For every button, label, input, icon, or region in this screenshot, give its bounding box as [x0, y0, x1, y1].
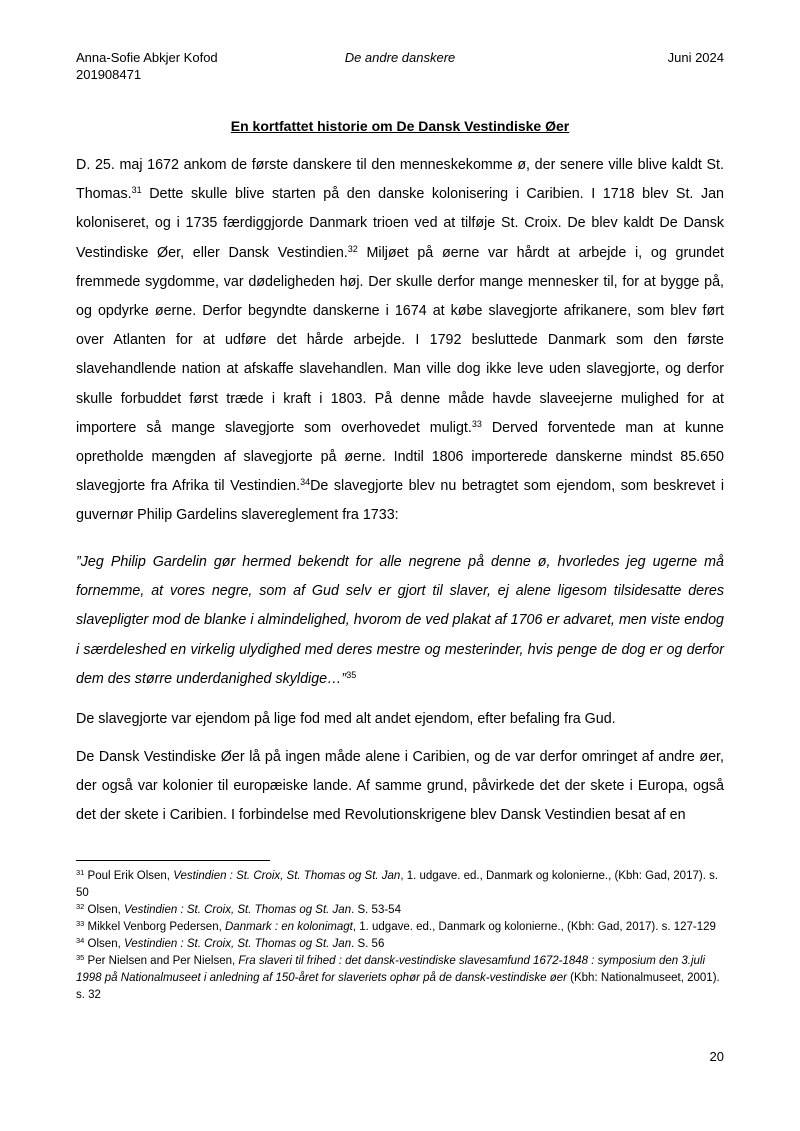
header-author: Anna-Sofie Abkjer Kofod	[76, 50, 218, 65]
footnote-35	[76, 953, 724, 1004]
footnote-34	[76, 936, 724, 953]
footnote-ref-32: 32	[347, 243, 358, 254]
footnote-text: Per Nielsen and Per Nielsen,	[87, 955, 239, 967]
footnote-ref-33: 33	[471, 418, 482, 429]
footnote-text: . S. 53-54	[351, 904, 401, 916]
header-title: De andre danskere	[344, 50, 456, 65]
footnote-number: 32	[76, 902, 85, 911]
footnote-ref-34: 34	[300, 477, 311, 488]
footnote-title: Fra slaveri til frihed : det dansk-vestindiske slavesamfund 1672-1848 : symposium den 3.juli 1998 på Nationalmuseet i anledning af 150-året for slaveriets ophør på de dansk-vestindiske øer	[76, 955, 706, 984]
footnote-title: Danmark : en kolonimagt	[225, 921, 353, 933]
paragraph-text: D. 25. maj 1672 ankom de første danskere til den menneskekomme ø, der senere ville blive kaldt St. Thomas.	[76, 157, 724, 203]
footnote-title: Vestindien : St. Croix, St. Thomas og St. Jan	[123, 938, 352, 950]
page-number: 20	[709, 1049, 724, 1064]
body-paragraph-1	[76, 151, 724, 531]
paragraph-text: Miljøet på øerne var hårdt at arbejde i, og grundet fremmede sygdomme, var dødeligheden høj. Der skulle derfor mange mennesker til, for at bygge på, og opdyrke øerne. Derfor begyndte danskerne i 1674 at købe slavegjorte afrikanere, som blev ført over Atlanten for at udføre det hårde arbejde. I 1792 besluttede Danmark som den første slavehandlende nation at afskaffe slavehandlen. Man ville dog ikke leve uden slavegjorte, og derfor skulle forbuddet først træde i kraft i 1803. På denne måde havde slaveejerne mulighed for at importere så mange slavegjorte som overhovedet muligt.	[76, 244, 725, 436]
paragraph-text: Dette skulle blive starten på den danske kolonisering i Caribien. I 1718 blev St. Jan koloniseret, og i 1735 færdiggjorde Danmark trioen ved at tilføje St. Croix. De blev kaldt De Dansk Vestindiske Øer, eller Dansk Vestindien.	[76, 186, 724, 261]
body-paragraph-2: De slavegjorte var ejendom på lige fod med alt andet ejendom, efter befaling fra Gud.	[76, 711, 616, 727]
footnote-text: , 1. udgave. ed., Danmark og kolonierne., (Kbh: Gad, 2017). s. 127-129	[352, 921, 716, 933]
header-student-id: 201908471	[76, 67, 142, 82]
footnote-number: 33	[76, 919, 85, 928]
footnote-number: 35	[76, 953, 85, 962]
footnotes	[76, 868, 724, 1004]
footnote-text: (Kbh: Nationalmuseet, 2001). s. 32	[76, 972, 720, 1001]
footnote-31	[76, 868, 724, 902]
footnote-32	[76, 902, 724, 919]
footnote-ref-35: 35	[346, 669, 357, 680]
footnote-text: . S. 56	[351, 938, 385, 950]
footnote-title: Vestindien : St. Croix, St. Thomas og St. Jan	[173, 870, 401, 882]
block-quote	[76, 548, 724, 694]
footnote-text: Olsen,	[87, 938, 124, 950]
paragraph-text: De slavegjorte blev nu betragtet som ejendom, som beskrevet i guvernør Philip Gardelins slavereglement fra 1733:	[76, 478, 724, 524]
header-date: Juni 2024	[667, 50, 724, 65]
section-title: En kortfattet historie om De Dansk Vestindiske Øer	[230, 118, 570, 134]
footnote-33	[76, 919, 724, 936]
footnote-number: 31	[76, 868, 85, 877]
body-paragraph-3: De Dansk Vestindiske Øer lå på ingen måde alene i Caribien, og de var derfor omringet af andre øer, der også var kolonier til europæiske lande. Af samme grund, påvirkede det der skete i Europa, også det der skete i Caribien. I forbindelse med Revolutionskrigene blev Dansk Vestindien besat af en	[76, 749, 724, 824]
footnote-title: Vestindien : St. Croix, St. Thomas og St. Jan	[123, 904, 352, 916]
footnote-number: 34	[76, 936, 85, 945]
paragraph-text: Derved forventede man at kunne opretholde mængden af slavegjorte på øerne. Indtil 1806 importerede danskerne mindst 85.650 slavegjorte fra Afrika til Vestindien.	[76, 419, 724, 495]
footnote-text: Poul Erik Olsen,	[87, 870, 174, 882]
footnote-text: , 1. udgave. ed., Danmark og kolonierne., (Kbh: Gad, 2017). s. 50	[76, 870, 719, 899]
quote-text: ”Jeg Philip Gardelin gør hermed bekendt for alle negrene på denne ø, hvorledes jeg ugerne må fornemme, at vores negre, som af Gud selv er gjort til slaver, ej alene ligesom tilsidesatte deres slavepligter mod de blanke i almindelighed, hvorom de ved plakat af 1706 er advaret, men viste endog i særdeleshed en virkelig ulydighed med deres mestre og mesterinder, hvis penge de dog er og derfor dem des større underdanighed skyldige…”	[76, 554, 724, 687]
footnote-text: Mikkel Venborg Pedersen,	[87, 921, 225, 933]
footnote-text: Olsen,	[87, 904, 124, 916]
footnote-ref-31: 31	[131, 185, 142, 196]
footnote-separator	[76, 860, 270, 861]
